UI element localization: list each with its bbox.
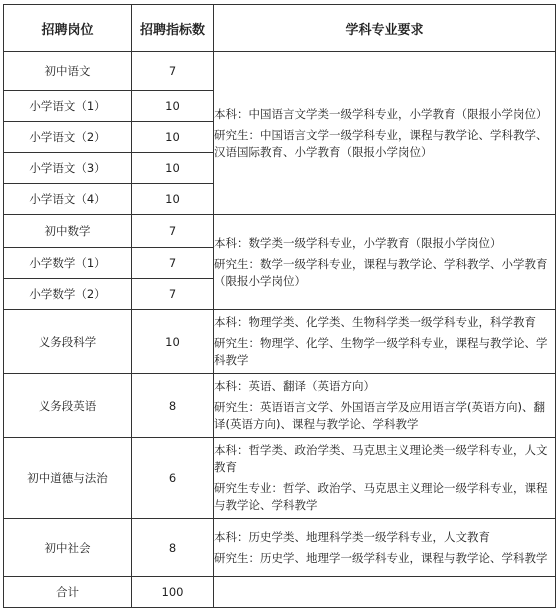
undergrad-requirement: 本科：哲学类、政治学类、马克思主义理论类一级学科专业，人文教育 [214, 443, 548, 474]
count-cell: 7 [132, 215, 214, 248]
undergrad-requirement: 本科：中国语言文学类一级学科专业，小学教育（限报小学岗位） [214, 106, 548, 121]
position-cell: 小学数学（1） [4, 248, 132, 279]
header-requirements: 学科专业要求 [214, 5, 556, 52]
position-cell: 小学语文（1） [4, 91, 132, 122]
table-row [4, 438, 556, 519]
graduate-requirement: 研究生：物理学、化学、生物学一级学科专业，课程与教学论、学科教学 [214, 336, 548, 367]
position-cell: 初中数学 [4, 215, 132, 248]
graduate-requirement: 研究生：英语语言文学、外国语言学及应用语言学(英语方向)、翻译(英语方向)、课程与教学论、学科教学 [214, 400, 545, 431]
position-cell: 小学语文（3） [4, 153, 132, 184]
undergrad-requirement: 本科：数学类一级学科专业，小学教育（限报小学岗位） [214, 235, 502, 250]
count-cell: 10 [132, 310, 214, 374]
graduate-requirement: 研究生：历史学、地理学一级学科专业，课程与教学论、学科教学 [214, 550, 548, 565]
count-cell: 7 [132, 279, 214, 310]
position-cell: 义务段科学 [4, 310, 132, 374]
table-row [4, 374, 556, 438]
undergrad-requirement: 本科：历史学类、地理科学类一级学科专业，人文教育 [214, 529, 490, 544]
requirements-cell-morality [214, 438, 556, 519]
requirements-cell-chinese [214, 52, 556, 215]
count-cell: 8 [132, 374, 214, 438]
total-row [4, 577, 556, 608]
position-cell: 义务段英语 [4, 374, 132, 438]
position-cell: 初中社会 [4, 519, 132, 577]
count-cell: 8 [132, 519, 214, 577]
requirements-cell-math [214, 215, 556, 310]
graduate-requirement: 研究生：中国语言文学一级学科专业，课程与教学论、学科教学、汉语国际教育、小学教育（限报小学岗位） [214, 127, 548, 159]
position-cell: 小学语文（2） [4, 122, 132, 153]
header-count: 招聘指标数 [132, 5, 214, 52]
count-cell: 6 [132, 438, 214, 519]
table-row [4, 519, 556, 577]
count-cell: 10 [132, 184, 214, 215]
count-cell: 10 [132, 153, 214, 184]
undergrad-requirement: 本科：物理学类、化学类、生物科学类一级学科专业，科学教育 [214, 315, 536, 329]
header-position: 招聘岗位 [4, 5, 132, 52]
position-cell: 初中语文 [4, 52, 132, 91]
graduate-requirement: 研究生专业：哲学、政治学、马克思主义理论一级学科专业，课程与教学论、学科教学 [214, 481, 548, 512]
total-label: 合计 [4, 577, 132, 608]
requirements-cell-science [214, 310, 556, 374]
count-cell: 7 [132, 248, 214, 279]
requirements-cell-society [214, 519, 556, 577]
recruitment-table [3, 4, 556, 608]
position-cell: 初中道德与法治 [4, 438, 132, 519]
undergrad-requirement: 本科：英语、翻译（英语方向） [214, 379, 375, 393]
position-cell: 小学语文（4） [4, 184, 132, 215]
position-cell: 小学数学（2） [4, 279, 132, 310]
count-cell: 10 [132, 91, 214, 122]
count-cell: 7 [132, 52, 214, 91]
table-row [4, 310, 556, 374]
graduate-requirement: 研究生：数学一级学科专业，课程与教学论、学科教学、小学教育（限报小学岗位） [214, 256, 548, 288]
requirements-cell-english [214, 374, 556, 438]
total-empty-cell [214, 577, 556, 608]
count-cell: 10 [132, 122, 214, 153]
table-header-row [4, 5, 556, 52]
table-row [4, 52, 556, 91]
table-row [4, 215, 556, 248]
total-count: 100 [132, 577, 214, 608]
